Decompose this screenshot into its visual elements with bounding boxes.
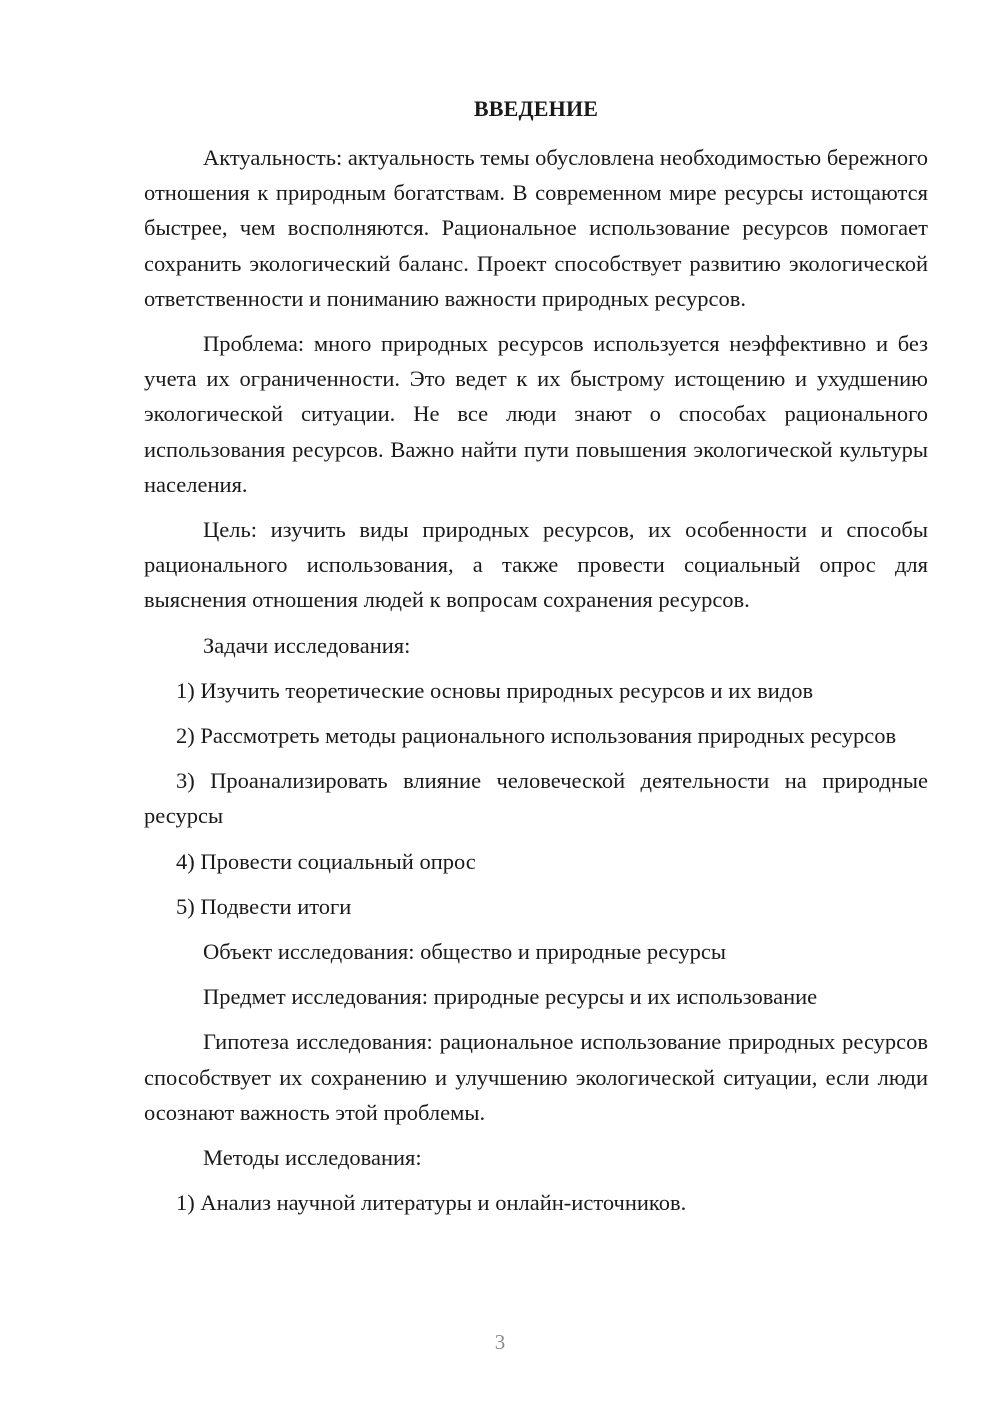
- methods-heading: Методы исследования:: [203, 1145, 422, 1171]
- section-heading: ВВЕДЕНИЕ: [473, 96, 599, 121]
- task-item-1: 1) Изучить теоретические основы природных ресурсов и их видов: [176, 677, 814, 703]
- method-item-1: 1) Анализ научной литературы и онлайн-источников.: [176, 1190, 687, 1216]
- research-subject: Предмет исследования: природные ресурсы и их использование: [203, 984, 818, 1010]
- page-number: 3: [494, 1330, 506, 1354]
- paragraph-relevance: Актуальность: актуальность темы обусловлена необходимостью бережного отношения к природным богатствам. В современном мире ресурсы истощаются быстрее, чем восполняются. Рациональное использование ресурсов помогает сохранить экологический баланс. Проект способствует развитию экологической ответственности и пониманию важности природных ресурсов.: [144, 145, 928, 311]
- research-hypothesis: Гипотеза исследования: рациональное использование природных ресурсов способствует их сохранению и улучшению экологической ситуации, если люди осознают важность этой проблемы.: [144, 1029, 928, 1125]
- research-object: Объект исследования: общество и природные ресурсы: [203, 939, 726, 965]
- paragraph-goal: Цель: изучить виды природных ресурсов, их особенности и способы рационального использования, а также провести социальный опрос для выяснения отношения людей к вопросам сохранения ресурсов.: [144, 517, 928, 613]
- page-content: [144, 92, 928, 1230]
- tasks-heading: Задачи исследования:: [203, 632, 411, 658]
- task-item-5: 5) Подвести итоги: [176, 893, 352, 919]
- task-item-3: 3) Проанализировать влияние человеческой деятельности на природные ресурсы: [144, 768, 928, 829]
- paragraph-problem: Проблема: много природных ресурсов используется неэффективно и без учета их ограниченности. Это ведет к их быстрому истощению и ухудшению экологической ситуации. Не все люди знают о способах рационального использования ресурсов. Важно найти пути повышения экологической культуры населения.: [144, 331, 928, 497]
- task-item-2: 2) Рассмотреть методы рационального использования природных ресурсов: [176, 723, 897, 749]
- task-item-4: 4) Провести социальный опрос: [176, 848, 476, 874]
